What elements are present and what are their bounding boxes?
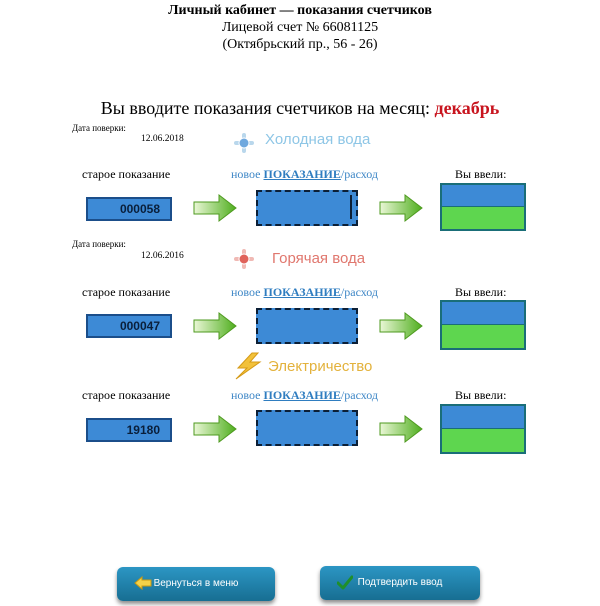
lightning-bolt-icon [230,352,266,385]
arrow-right-icon [193,414,237,449]
new-reading-input[interactable] [256,308,358,344]
text-cursor [350,195,352,219]
new-reading-header [231,388,378,403]
verification-date: 12.06.2018 [141,134,184,144]
new-reading-header [231,285,378,300]
new-reading-header-prefix: новое [231,388,264,402]
entered-consumption [442,207,524,229]
page-title: Личный кабинет — показания счетчиков [168,3,432,18]
address: (Октябрьский пр., 56 - 26) [222,37,378,52]
arrow-right-icon [379,414,423,449]
entered-reading [442,185,524,207]
month-name: декабрь [434,98,500,118]
new-reading-header [231,167,378,182]
old-reading-value: 000058 [86,197,172,221]
old-reading-header: старое показание [82,167,171,181]
month-heading [0,98,600,119]
verification-date-label: Дата поверки: [72,239,126,249]
new-reading-header-suffix: /расход [340,167,379,181]
verification-date: 12.06.2016 [141,251,184,261]
entered-result-box [440,183,526,231]
new-reading-header-suffix: /расход [340,285,379,299]
old-reading-value: 000047 [86,314,172,338]
confirm-input-button[interactable] [320,566,480,600]
entered-header: Вы ввели: [455,167,507,181]
new-reading-header-emphasis[interactable]: ПОКАЗАНИЕ [263,388,341,402]
entered-result-box [440,404,526,454]
hot-water-tap-icon [233,248,255,270]
old-reading-header: старое показание [82,388,171,402]
account-number: Лицевой счет № 66081125 [221,20,379,35]
entered-consumption [442,325,524,348]
entered-consumption [442,429,524,452]
new-reading-header-emphasis[interactable]: ПОКАЗАНИЕ [263,285,341,299]
service-name-electricity: Электричество [268,358,373,375]
new-reading-header-prefix: новое [231,285,264,299]
cold-water-tap-icon [233,132,255,154]
entered-reading [442,302,524,325]
verification-date-label: Дата поверки: [72,123,126,133]
entered-header: Вы ввели: [455,388,507,402]
new-reading-header-prefix: новое [231,167,264,181]
arrow-right-icon [379,311,423,346]
back-to-menu-label: Вернуться в меню [153,578,239,589]
old-reading-value: 19180 [86,418,172,442]
service-name-hot-water: Горячая вода [272,250,366,267]
arrow-right-icon [193,311,237,346]
service-name-cold-water: Холодная вода [265,131,371,148]
entered-reading [442,406,524,429]
back-to-menu-button[interactable] [117,567,275,601]
new-reading-header-emphasis[interactable]: ПОКАЗАНИЕ [263,167,341,181]
month-heading-prefix: Вы вводите показания счетчиков на месяц: [100,98,435,118]
old-reading-header: старое показание [82,285,171,299]
new-reading-header-suffix: /расход [340,388,379,402]
new-reading-input[interactable] [256,410,358,446]
new-reading-input[interactable] [256,190,358,226]
arrow-right-icon [379,193,423,228]
entered-result-box [440,300,526,350]
confirm-input-label: Подтвердить ввод [357,577,443,588]
arrow-right-icon [193,193,237,228]
entered-header: Вы ввели: [455,285,507,299]
